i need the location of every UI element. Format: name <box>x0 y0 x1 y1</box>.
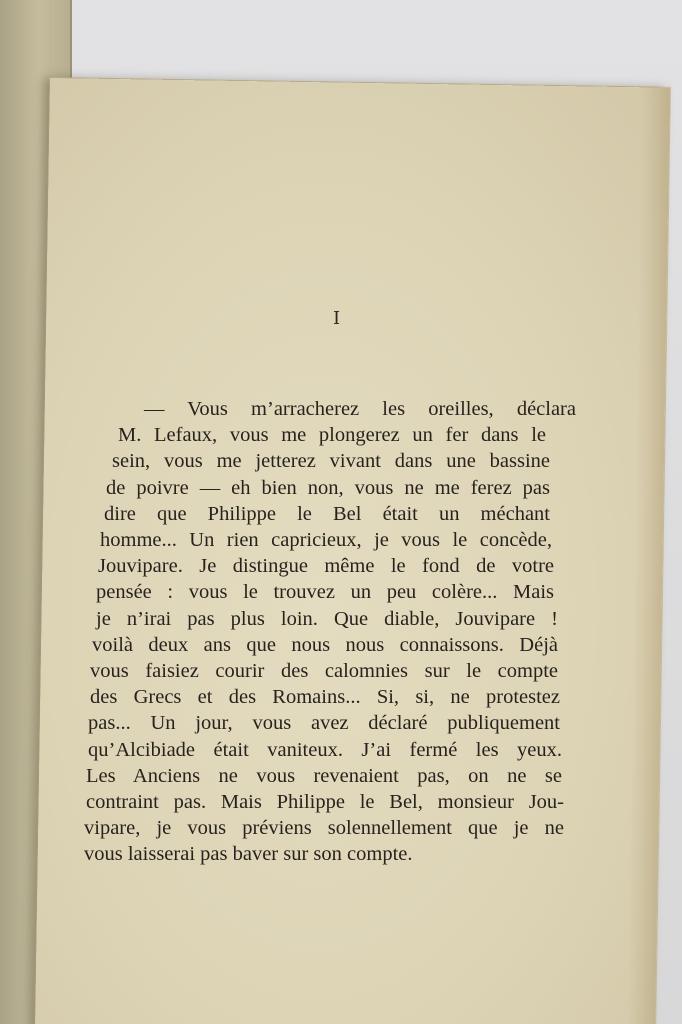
text-line: dire que Philippe le Bel était un méchant <box>104 502 550 525</box>
body-text <box>84 396 576 868</box>
chapter-numeral: I <box>333 308 341 329</box>
text-line: M. Lefaux, vous me plongerez un fer dans le <box>118 424 546 447</box>
text-line: — Vous m’arracherez les oreilles, déclara <box>144 398 576 420</box>
text-line: de poivre — eh bien non, vous ne me ferez pas <box>106 476 550 499</box>
text-line: je n’irai pas plus loin. Que diable, Jouvipare ! <box>96 607 558 630</box>
text-line: vous faisiez courir des calomnies sur le compte <box>90 660 558 683</box>
text-line: pensée : vous le trouvez un peu colère... Mais <box>96 581 554 604</box>
page-edge-shading <box>627 87 670 1024</box>
text-line: homme... Un rien capricieux, je vous le concède, <box>100 529 552 552</box>
text-line: sein, vous me jetterez vivant dans une bassine <box>112 450 550 473</box>
text-line: des Grecs et des Romains... Si, si, ne protestez <box>90 686 560 709</box>
text-line: pas... Un jour, vous avez déclaré publiquement <box>88 712 560 735</box>
text-line: contraint pas. Mais Philippe le Bel, monsieur Jou- <box>86 791 564 814</box>
text-line: Jouvipare. Je distingue même le fond de votre <box>98 555 554 578</box>
text-line: vous laisserai pas baver sur son compte. <box>84 843 413 866</box>
text-line: Les Anciens ne vous revenaient pas, on ne se <box>86 764 562 787</box>
text-line: qu’Alcibiade était vaniteux. J’ai fermé les yeux. <box>88 738 562 761</box>
text-line: vipare, je vous préviens solennellement que je ne <box>84 817 564 840</box>
text-line: voilà deux ans que nous nous connaissons. Déjà <box>92 633 558 656</box>
